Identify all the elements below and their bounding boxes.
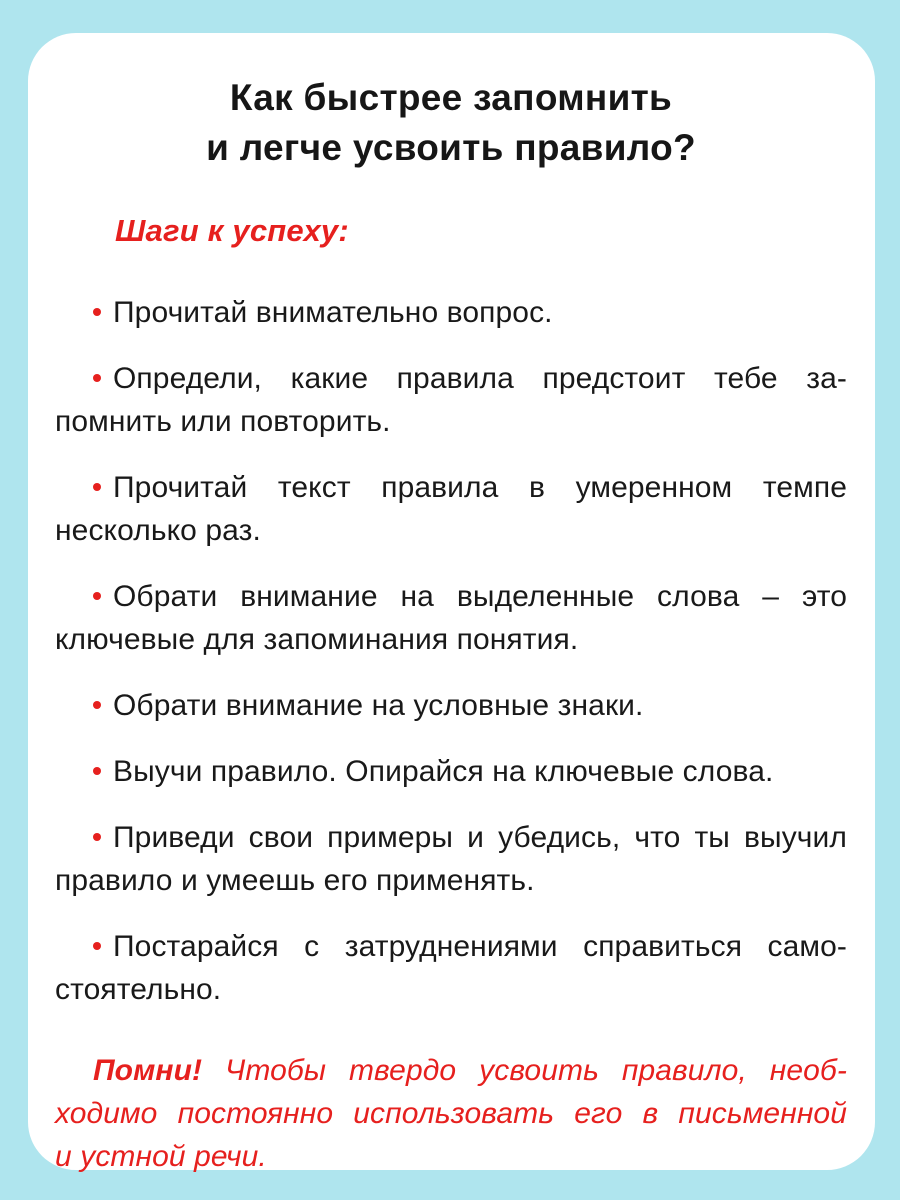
tip-paragraph <box>55 466 847 552</box>
bullet-dot-icon <box>93 483 101 491</box>
reminder-text: Чтобы твердо усвоить правило, необ- <box>202 1054 847 1087</box>
tip-text: помнить или повторить. <box>55 405 391 438</box>
tip-text: Обрати внимание на условные знаки. <box>113 689 644 722</box>
tip-line <box>55 575 847 618</box>
tips-list <box>55 291 847 1011</box>
bullet-dot-icon <box>93 942 101 950</box>
tip-paragraph <box>55 575 847 661</box>
reminder-lead: Помни! <box>93 1054 203 1087</box>
poster-card <box>28 33 875 1173</box>
tip-line <box>55 509 847 552</box>
bullet-dot-icon <box>93 592 101 600</box>
tip-text: Прочитай внимательно вопрос. <box>113 296 553 329</box>
tip-text: Определи, какие правила предстоит тебе за- <box>113 362 847 395</box>
page-title-line-1: Как быстрее запомнить <box>229 77 673 118</box>
bullet-dot-icon <box>93 833 101 841</box>
tip-line <box>55 357 847 400</box>
bullet-dot-icon <box>93 308 101 316</box>
reminder-note <box>55 1049 847 1178</box>
tip-line <box>55 816 847 859</box>
bullet-dot-icon <box>93 767 101 775</box>
bullet-dot-icon <box>93 374 101 382</box>
tip-text: Приведи свои примеры и убедись, что ты выучил <box>113 821 847 854</box>
tip-text: Прочитай текст правила в умеренном темпе <box>113 471 847 504</box>
tip-paragraph <box>55 357 847 443</box>
tip-text: Обрати внимание на выделенные слова – это <box>113 580 847 613</box>
tip-text: несколько раз. <box>55 514 261 547</box>
tip-line <box>55 968 847 1011</box>
tip-line <box>55 291 847 334</box>
reminder-line <box>55 1092 847 1135</box>
reminder-text: и устной речи. <box>55 1140 267 1173</box>
page-title-line-2: и легче усвоить правило? <box>206 127 696 168</box>
tip-line <box>55 466 847 509</box>
tip-line <box>55 925 847 968</box>
tip-paragraph <box>55 816 847 902</box>
tip-paragraph <box>55 684 847 727</box>
reminder-line <box>55 1135 847 1178</box>
subtitle-steps-to-success: Шаги к успеху: <box>115 213 349 248</box>
tip-line <box>55 400 847 443</box>
tip-text: правило и умеешь его применять. <box>55 864 535 897</box>
page-title <box>55 73 847 173</box>
tip-paragraph <box>55 291 847 334</box>
tip-line <box>55 750 847 793</box>
tip-text: Выучи правило. Опирайся на ключевые слова. <box>113 755 774 788</box>
tip-text: Постарайся с затруднениями справиться само- <box>113 930 847 963</box>
tip-text: ключевые для запоминания понятия. <box>55 623 579 656</box>
tip-paragraph <box>55 925 847 1011</box>
bullet-dot-icon <box>93 701 101 709</box>
tip-paragraph <box>55 750 847 793</box>
tip-line <box>55 618 847 661</box>
reminder-text: ходимо постоянно использовать его в письменной <box>55 1097 847 1130</box>
tip-line <box>55 684 847 727</box>
reminder-line <box>55 1049 847 1092</box>
tip-line <box>55 859 847 902</box>
tip-text: стоятельно. <box>55 973 222 1006</box>
